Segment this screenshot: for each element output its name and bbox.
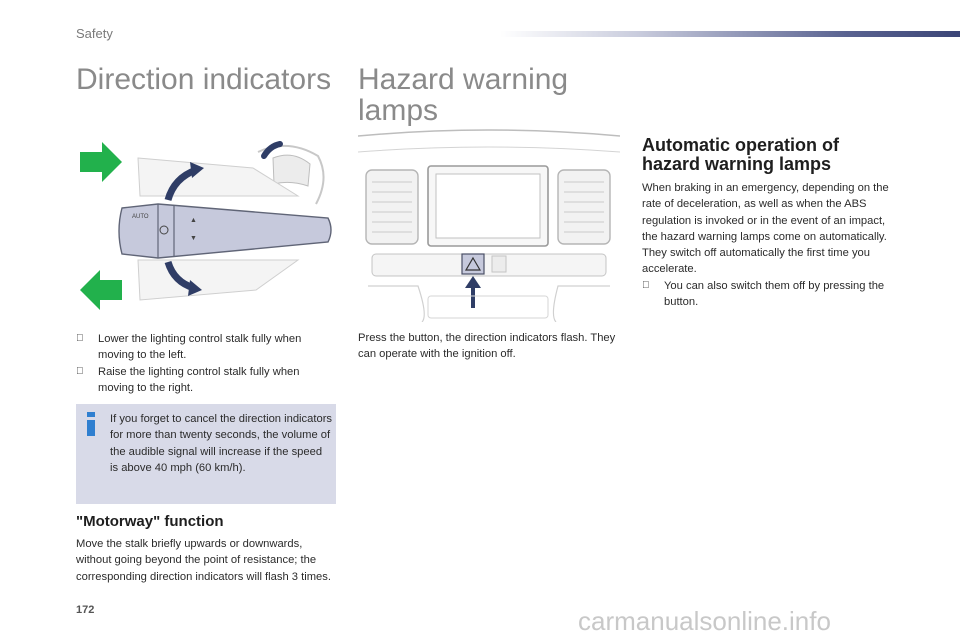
list-item [642, 278, 898, 311]
section-label: Safety [76, 26, 113, 41]
hazard-warning-text: Press the button, the direction indicators flash. They can operate with the ignition off. [358, 332, 616, 361]
automatic-operation-title: Automatic operation of hazard warning lamps [642, 135, 839, 174]
watermark: carmanualsonline.info [578, 606, 831, 636]
paragraph: They switch off automatically the first time you accelerate. [642, 247, 870, 276]
automatic-operation-text [642, 180, 898, 310]
stalk-lower-ghost [138, 260, 298, 300]
paragraph: When braking in an emergency, depending on the rate of deceleration, as well as when the ABS regulation is invoked or in the event of an impact, the hazard warning lamps come on automatically. [642, 182, 889, 243]
page-number: 172 [76, 604, 95, 616]
dashboard-illustration [358, 126, 620, 322]
left-vent [366, 170, 418, 244]
bullet-marker-icon [76, 364, 84, 380]
right-vent [558, 170, 610, 244]
list-item [76, 364, 338, 397]
title-direction-indicators: Direction indicators [76, 63, 332, 96]
svg-text:▲: ▲ [190, 217, 197, 224]
info-icon [84, 412, 98, 436]
svg-text:AUTO: AUTO [132, 214, 149, 220]
stalk-illustration [78, 138, 340, 320]
info-box-text: If you forget to cancel the direction indicators for more than twenty seconds, the volume of the audible signal will increase if the speed is above 40 mph (60 km/h). [110, 413, 333, 474]
list-item [76, 331, 338, 364]
bullet-text: Lower the lighting control stalk fully when moving to the left. [98, 333, 302, 362]
info-box [76, 404, 336, 504]
stalk-main [119, 204, 331, 258]
svg-text:▼: ▼ [190, 235, 197, 242]
bullet-text: Raise the lighting control stalk fully when moving to the right. [98, 365, 300, 394]
left-bullet-list [76, 331, 338, 396]
motorway-function-title: "Motorway" function [76, 513, 224, 530]
green-arrow-left-icon [80, 270, 122, 310]
bullet-text: You can also switch them off by pressing the button. [664, 279, 885, 309]
motorway-function-text: Move the stalk briefly upwards or downwards, without going beyond the point of resistance; the corresponding direction indicators will flash 3 times. [76, 538, 331, 583]
bullet-marker-icon [76, 331, 84, 347]
header-bar [500, 31, 960, 37]
bullet-marker-icon [642, 278, 650, 294]
title-hazard-warning-lamps: Hazard warning lamps [358, 63, 569, 127]
green-arrow-right-icon [80, 142, 122, 182]
